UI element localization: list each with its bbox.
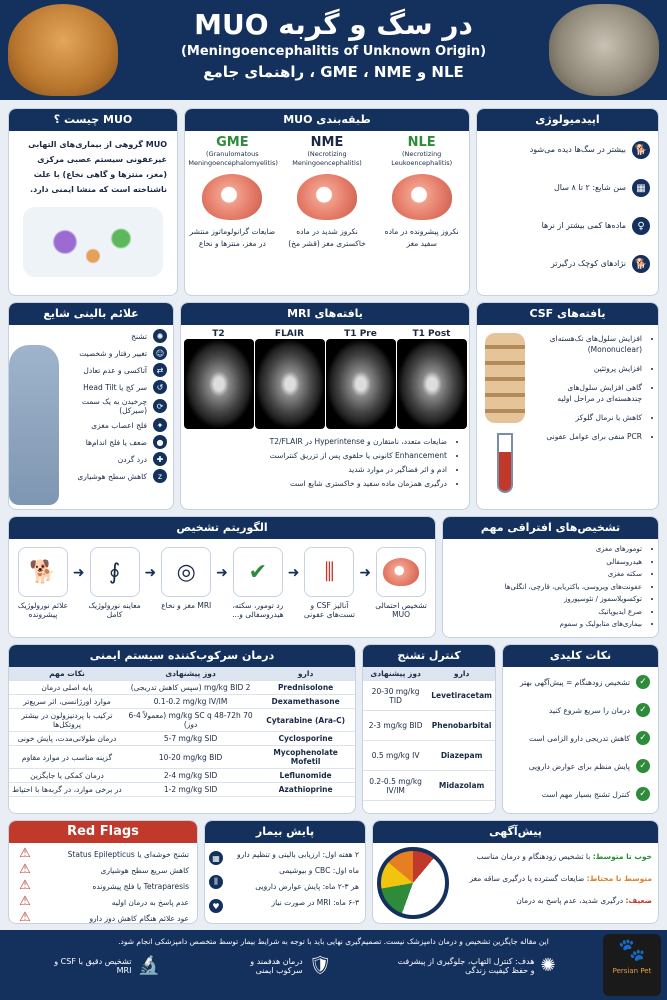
table-row: Azathioprine 1-2 mg/kg SID در برخی موارد، در گربه‌ها با احتیاط bbox=[9, 783, 355, 797]
table-row: Cyclosporine 5-7 mg/kg SID درمان طولانی‌مدت، پایش خونی bbox=[9, 732, 355, 746]
algo-title: الگوریتم تشخیص bbox=[9, 517, 435, 539]
dog-photo bbox=[8, 4, 118, 96]
ddx-title: تشخیص‌های افتراقی مهم bbox=[443, 517, 658, 539]
class-nle-name: NLE bbox=[407, 135, 436, 150]
ddx-item: • توکسوپلاسموز / نئوسپوروز bbox=[449, 593, 642, 606]
brain-icon: ✺ bbox=[540, 955, 556, 976]
table-row: Midazolam 0.2-0.5 mg/kg IV/IM bbox=[363, 771, 495, 801]
arrow-icon: ➜ bbox=[72, 565, 85, 581]
microscope-icon: 🔬 bbox=[137, 955, 160, 976]
check-icon: ✓ bbox=[636, 759, 650, 773]
ddx-item: • سکته مغزی bbox=[449, 568, 642, 581]
key-item: ✓ تشخیص زودهنگام = پیش‌آگهی بهتر bbox=[511, 675, 650, 689]
keys-title: نکات کلیدی bbox=[503, 645, 658, 667]
classification-title: طبقه‌بندی MUO bbox=[185, 109, 469, 131]
sign-item: ● ضعف یا فلج اندام‌ها bbox=[65, 435, 167, 449]
test-tube-icon bbox=[497, 433, 513, 493]
table-row: Diazepam 0.5 mg/kg IV bbox=[363, 741, 495, 771]
small-dog-icon: 🐕 bbox=[632, 255, 650, 273]
mri-finding: • ضایعات متعدد، نامتقارن و Hyperintense در T2/FLAIR bbox=[189, 435, 447, 449]
algo-step: ◎ MRI مغز و نخاع bbox=[156, 547, 216, 610]
table-row: Phenobarbital 2-3 mg/kg BID bbox=[363, 711, 495, 741]
algo-step: ✔ رد تومور، سکته، هیدروسفالی و... bbox=[228, 547, 288, 619]
test-tube-icon: ⫼ bbox=[209, 875, 223, 889]
sleep-icon: z bbox=[153, 469, 167, 483]
mri-finding: • درگیری همزمان ماده سفید و خاکستری شایع است bbox=[189, 477, 447, 491]
red-flag-item: Tetraparesis یا فلج پیشرونده ⚠ bbox=[17, 879, 189, 893]
footer bbox=[0, 930, 667, 1000]
sign-item: ⟳ چرخیدن به یک سمت (سیرکل) bbox=[65, 397, 167, 415]
immuno-table bbox=[9, 667, 355, 797]
keys-card bbox=[502, 644, 659, 814]
key-item: ✓ درمان را سریع شروع کنید bbox=[511, 703, 650, 717]
what-card bbox=[8, 108, 178, 296]
nerve-icon: ✦ bbox=[153, 418, 167, 432]
brain-icon bbox=[297, 174, 357, 220]
table-row: Dexamethasone 0.1-0.2 mg/kg IV/IM موارد اورژانسی، اثر سریع‌تر bbox=[9, 695, 355, 709]
table-row: Leflunomide 2-4 mg/kg SID درمان کمکی یا جایگزین bbox=[9, 769, 355, 783]
monitor-item: ۶-۳ ماه: MRI در صورت نیاز bbox=[271, 898, 359, 907]
spine-illustration bbox=[485, 333, 525, 423]
signs-card bbox=[8, 302, 174, 510]
paw-icon: ● bbox=[153, 435, 167, 449]
dog-illustration bbox=[9, 345, 59, 505]
class-nme bbox=[283, 135, 371, 250]
table-row: Mycophenolate Mofetil 10-20 mg/kg BID گزینه مناسب در موارد مقاوم bbox=[9, 746, 355, 769]
cat-photo bbox=[549, 4, 659, 96]
immuno-card bbox=[8, 644, 356, 814]
ddx-item: • عفونت‌های ویروسی، باکتریایی، قارچی، انگلی‌ها bbox=[449, 581, 642, 594]
head-icon: ☺ bbox=[153, 346, 167, 360]
algo-step: ∮ معاینه نورولوژیک کامل bbox=[85, 547, 145, 619]
check-icon: ✓ bbox=[636, 703, 650, 717]
dog-icon: 🐕 bbox=[632, 141, 650, 159]
mri-label: FLAIR bbox=[274, 329, 305, 339]
footer-goal: 🛡 درمان هدفمند و سرکوب ایمنی bbox=[250, 955, 332, 976]
calendar-icon: ▦ bbox=[632, 179, 650, 197]
ddx-item: • تومورهای مغزی bbox=[449, 543, 642, 556]
shield-check-icon: 🛡 bbox=[308, 955, 332, 976]
brain-icon: ✺ bbox=[153, 329, 167, 343]
class-gme bbox=[188, 135, 276, 250]
prognosis-item: خوب تا متوسط: با تشخیص زودهنگام و درمان مناسب bbox=[476, 852, 652, 861]
csf-item: • PCR منفی برای عوامل عفونی bbox=[539, 431, 642, 442]
calendar-icon: ▦ bbox=[209, 851, 223, 865]
key-item: ✓ کنترل تشنج بسیار مهم است bbox=[511, 787, 650, 801]
arrow-icon: ➜ bbox=[359, 565, 372, 581]
neck-icon: ✚ bbox=[153, 452, 167, 466]
brand-logo bbox=[603, 934, 661, 996]
table-row: Prednisolone 2 mg/kg BID (سپس کاهش تدریجی) پایه اصلی درمان bbox=[9, 681, 355, 695]
algo-card bbox=[8, 516, 436, 638]
key-item: ✓ پایش منظم برای عوارض دارویی bbox=[511, 759, 650, 773]
mri-label: T1 Pre bbox=[344, 329, 377, 339]
female-icon: ♀ bbox=[632, 217, 650, 235]
gauge-icon bbox=[377, 847, 449, 919]
mri-label: T1 Post bbox=[412, 329, 451, 339]
brain-icon bbox=[202, 174, 262, 220]
red-flags-title: Red Flags bbox=[9, 821, 197, 843]
sign-item: ✺ تشنج bbox=[65, 329, 167, 343]
check-icon: ✓ bbox=[636, 675, 650, 689]
warning-icon: ⚠ bbox=[19, 846, 31, 861]
footer-goal: ✺ هدف: کنترل التهاب، جلوگیری از پیشرفت و حفظ کیفیت زندگی bbox=[397, 955, 556, 976]
what-title: MUO چیست ؟ bbox=[9, 109, 177, 131]
epi-item: ▦ سن شایع: ۲ تا ۸ سال bbox=[485, 179, 650, 197]
what-text: MUO گروهی از بیماری‌های التهابی غیرعفونی سیستم عصبی مرکزی (مغز، منتزها و گاهی نخاع) با علت ناشناخته است که منشا ایمنی دارد. bbox=[28, 140, 167, 194]
red-flag-item: عدم پاسخ به درمان اولیه ⚠ bbox=[17, 895, 189, 909]
class-gme-name: GME bbox=[216, 135, 249, 150]
class-nme-en: (Necrotizing Meningoencephalitis) bbox=[292, 150, 362, 167]
brain-icon bbox=[376, 547, 426, 597]
tilt-icon: ↺ bbox=[153, 380, 167, 394]
walk-icon: ⇄ bbox=[153, 363, 167, 377]
class-nme-desc: نکروز شدید در ماده خاکستری مغز (قشر مخ) bbox=[288, 227, 366, 248]
monitor-card bbox=[204, 820, 366, 924]
dog-icon: 🐕 bbox=[18, 547, 68, 597]
mri-title: یافته‌های MRI bbox=[181, 303, 469, 325]
check-icon: ✓ bbox=[636, 787, 650, 801]
ddx-item: • صرع ایدیوپاتیک bbox=[449, 606, 642, 619]
ddx-card bbox=[442, 516, 659, 638]
mri-scanner-icon: ◎ bbox=[161, 547, 211, 597]
warning-icon: ⚠ bbox=[19, 862, 31, 877]
page-subtitle-2: راهنمای جامع ، GME ، NME و NLE bbox=[203, 63, 464, 81]
page-title: MUO در سگ و گربه bbox=[194, 8, 473, 41]
algo-step: ⫼ آنالیز CSF و تست‌های عفونی bbox=[300, 547, 360, 619]
prognosis-card bbox=[372, 820, 659, 924]
immuno-title: درمان سرکوب‌کننده سیستم ایمنی bbox=[9, 645, 355, 667]
red-flag-item: عود علائم هنگام کاهش دوز دارو ⚠ bbox=[17, 911, 189, 924]
monitor-item: ماه اول: CBC و بیوشیمی bbox=[279, 866, 359, 875]
table-row: Levetiracetam 20-30 mg/kg TID bbox=[363, 681, 495, 711]
sign-item: ✦ فلج اعصاب مغزی bbox=[65, 418, 167, 432]
check-icon: ✓ bbox=[636, 731, 650, 745]
sign-item: z کاهش سطح هوشیاری bbox=[65, 469, 167, 483]
heart-icon: ♥ bbox=[209, 899, 223, 913]
mri-finding: • Enhancement کانونی یا حلقوی پس از تزریق کنتراست bbox=[189, 449, 447, 463]
key-item: ✓ کاهش تدریجی دارو الزامی است bbox=[511, 731, 650, 745]
signs-title: علائم بالینی شایع bbox=[9, 303, 173, 325]
stethoscope-icon: ∮ bbox=[90, 547, 140, 597]
page-subtitle: (Meningoencephalitis of Unknown Origin) bbox=[180, 44, 487, 59]
sign-item: ✚ درد گردن bbox=[65, 452, 167, 466]
mri-image bbox=[326, 339, 396, 429]
csf-card bbox=[476, 302, 659, 510]
ddx-item: • بیماری‌های متابولیک و سموم bbox=[449, 618, 642, 631]
class-gme-desc: ضایعات گرانولوماتوز منتشر در مغز، منتزها و نخاع bbox=[189, 227, 276, 248]
algo-step: 🐕 علائم نورولوژیک پیشرونده bbox=[13, 547, 73, 619]
mri-image bbox=[397, 339, 467, 429]
class-nle-desc: نکروز پیشرونده در ماده سفید مغز bbox=[384, 227, 459, 248]
mri-image bbox=[255, 339, 325, 429]
paw-icon: 🐾 bbox=[618, 938, 646, 963]
red-flag-item: کاهش سریع سطح هوشیاری ⚠ bbox=[17, 863, 189, 877]
seizure-title: کنترل تشنج bbox=[363, 645, 495, 667]
class-gme-en: (Granulomatous Meningoencephalomyelitis) bbox=[188, 150, 278, 167]
monitor-title: پایش بیمار bbox=[205, 821, 365, 843]
mri-image bbox=[184, 339, 254, 429]
brand-name: Persian Pet bbox=[612, 967, 652, 975]
csf-item: • گاهی افزایش سلول‌های چندهسته‌ای در مراحل اولیه bbox=[539, 382, 642, 404]
arrow-icon: ➜ bbox=[287, 565, 300, 581]
epi-item: ♀ ماده‌ها کمی بیشتر از نرها bbox=[485, 217, 650, 235]
class-nme-name: NME bbox=[310, 135, 344, 150]
mri-finding: • ادم و اثر فضاگیر در موارد شدید bbox=[189, 463, 447, 477]
prognosis-title: پیش‌آگهی bbox=[373, 821, 658, 843]
csf-title: یافته‌های CSF bbox=[477, 303, 658, 325]
neuron-illustration bbox=[23, 207, 163, 277]
warning-icon: ⚠ bbox=[19, 910, 31, 924]
circle-arrow-icon: ⟳ bbox=[153, 399, 167, 413]
sign-item: ⇄ آتاکسی و عدم تعادل bbox=[65, 363, 167, 377]
arrow-icon: ➜ bbox=[144, 565, 157, 581]
sign-item: ↺ سر کج یا Head Tilt bbox=[65, 380, 167, 394]
ddx-item: • هیدروسفالی bbox=[449, 556, 642, 569]
seizure-card bbox=[362, 644, 496, 814]
class-nle bbox=[378, 135, 466, 250]
classification-card bbox=[184, 108, 470, 296]
csf-item: • افزایش سلول‌های تک‌هسته‌ای (Mononuclear) bbox=[539, 333, 642, 355]
shield-check-icon: ✔ bbox=[233, 547, 283, 597]
warning-icon: ⚠ bbox=[19, 894, 31, 909]
csf-item: • افزایش پروتئین bbox=[539, 363, 642, 374]
class-nle-en: (Necrotizing Leukoencephalitis) bbox=[391, 150, 453, 167]
table-header: دارو دوز پیشنهادی نکات مهم bbox=[9, 667, 355, 681]
mri-card bbox=[180, 302, 470, 510]
brain-icon bbox=[392, 174, 452, 220]
csf-item: • کاهش یا نرمال گلوکز bbox=[539, 412, 642, 423]
arrow-icon: ➜ bbox=[216, 565, 228, 581]
footer-goal: 🔬 تشخیص دقیق با CSF و MRI bbox=[54, 955, 160, 976]
epi-item: 🐕 بیشتر در سگ‌ها دیده می‌شود bbox=[485, 141, 650, 159]
prognosis-item: ضعیف: درگیری شدید، عدم پاسخ به درمان bbox=[516, 896, 652, 905]
epi-card bbox=[476, 108, 659, 296]
monitor-item: ۲ هفته اول: ارزیابی بالینی و تنظیم دارو bbox=[237, 850, 359, 859]
prognosis-item: متوسط تا محتاط: ضایعات گسترده یا درگیری ساقه مغز bbox=[469, 874, 652, 883]
table-row: Cytarabine (Ara-C) 70 mg/kg SC q 48-72h (معمولاً 4-6 دوز) ترکیب با پردنیزولون در بیشتر پروتکل‌ها bbox=[9, 709, 355, 732]
algo-step: تشخیص احتمالی MUO bbox=[371, 547, 431, 619]
red-flag-item: تشنج خوشه‌ای یا Status Epilepticus ⚠ bbox=[17, 847, 189, 861]
warning-icon: ⚠ bbox=[19, 878, 31, 893]
table-header: دارو دوز پیشنهادی bbox=[363, 667, 495, 681]
epi-title: اپیدمیولوژی bbox=[477, 109, 658, 131]
red-flags-card bbox=[8, 820, 198, 924]
test-tubes-icon: ⫼ bbox=[304, 547, 354, 597]
footer-note: این مقاله جایگزین تشخیص و درمان دامپزشک نیست. تصمیم‌گیری نهایی باید با توجه به شرایط بیمار توسط متخصص دامپزشکی انجام شود. bbox=[118, 937, 549, 946]
header bbox=[0, 0, 667, 100]
sign-item: ☺ تغییر رفتار و شخصیت bbox=[65, 346, 167, 360]
monitor-item: هر ۳-۲ ماه: پایش عوارض دارویی bbox=[255, 882, 359, 891]
seizure-table bbox=[363, 667, 495, 801]
epi-item: 🐕 نژادهای کوچک درگیرتر bbox=[485, 255, 650, 273]
mri-label: T2 bbox=[212, 329, 225, 339]
